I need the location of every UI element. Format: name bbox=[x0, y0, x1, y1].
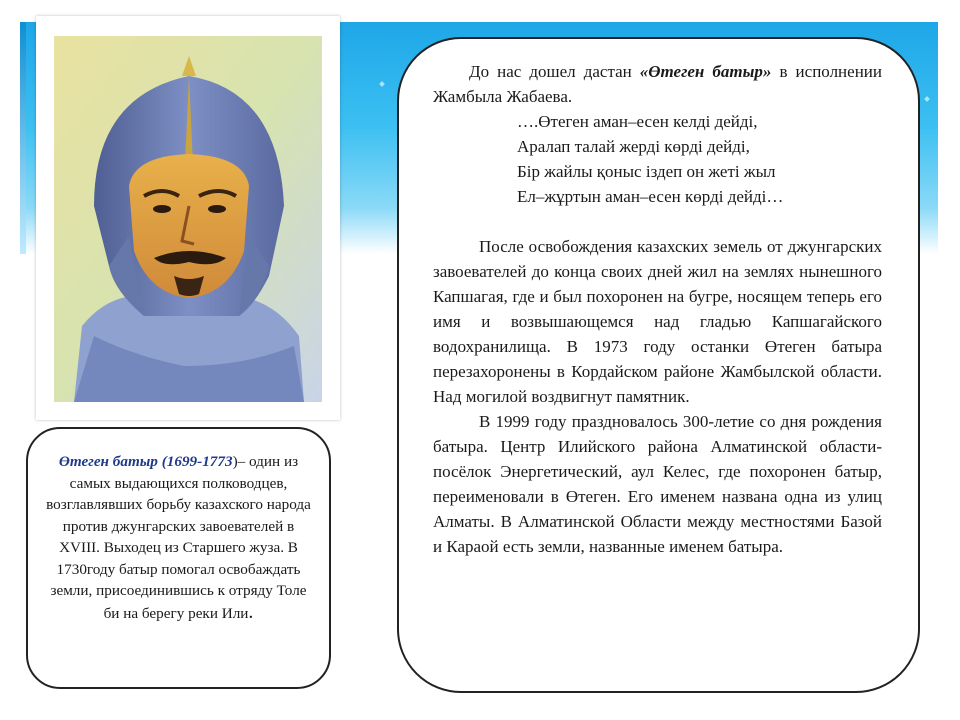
banner-edge bbox=[20, 22, 26, 254]
poem-line: ….Өтеген аман–есен келді дейді, bbox=[517, 112, 758, 131]
paragraph-anniversary: В 1999 году праздновалось 300-летие со дня рождения батыра. Центр Илийского района Алматинской области-посёлок Энергетический, аул Келес, где похоронен батыр, переименовали в Өтеген. Его именем названа одна из улиц Алматы. В Алматинской Области между местностями Базой и Караой есть земли, названные именем батыра. bbox=[433, 412, 882, 556]
paragraph-burial: После освобождения казахских земель от джунгарских завоевателей до конца своих дней жил на землях нынешного Капшагая, где и был похоронен на бугре, носящем теперь его имя и возвышающемся над гладью Капшагайского водохранилища. В 1973 году останки Өтеген батыра перезахоронены в Кордайском районе Жамбылской области. Над могилой воздвигнут памятник. bbox=[433, 237, 882, 406]
portrait-frame bbox=[36, 16, 340, 420]
main-text-box bbox=[397, 37, 920, 693]
dastan-title: «Өтеген батыр» bbox=[639, 62, 772, 81]
caption-end-mark: . bbox=[248, 600, 254, 623]
intro-after: в исполнении Жамбыла Жабаева. bbox=[433, 62, 882, 106]
caption-box bbox=[26, 427, 331, 689]
caption-title-close: ) bbox=[232, 453, 238, 470]
poem-line: Ел–жұртын аман–есен көрді дейді… bbox=[517, 187, 784, 206]
poem bbox=[433, 109, 882, 209]
poem-line: Бір жайлы қоныс іздеп он жеті жыл bbox=[517, 162, 776, 181]
batyr-portrait bbox=[54, 36, 322, 402]
intro-before: До нас дошел дастан bbox=[469, 62, 640, 81]
intro-paragraph bbox=[433, 59, 882, 109]
caption-title: Өтеген батыр (1699-1773 bbox=[58, 453, 233, 470]
caption-text: – один из самых выдающихся полководцев, возглавлявших борьбу казахского народа против джунгарских завоевателей в XVIII. Выходец из Старшего жуза. В 1730году батыр помогал освобаждать земли, присоединившись к отряду Толе би на берегу реки Или bbox=[46, 453, 311, 622]
poem-line: Аралап талай жерді көрді дейді, bbox=[517, 137, 750, 156]
